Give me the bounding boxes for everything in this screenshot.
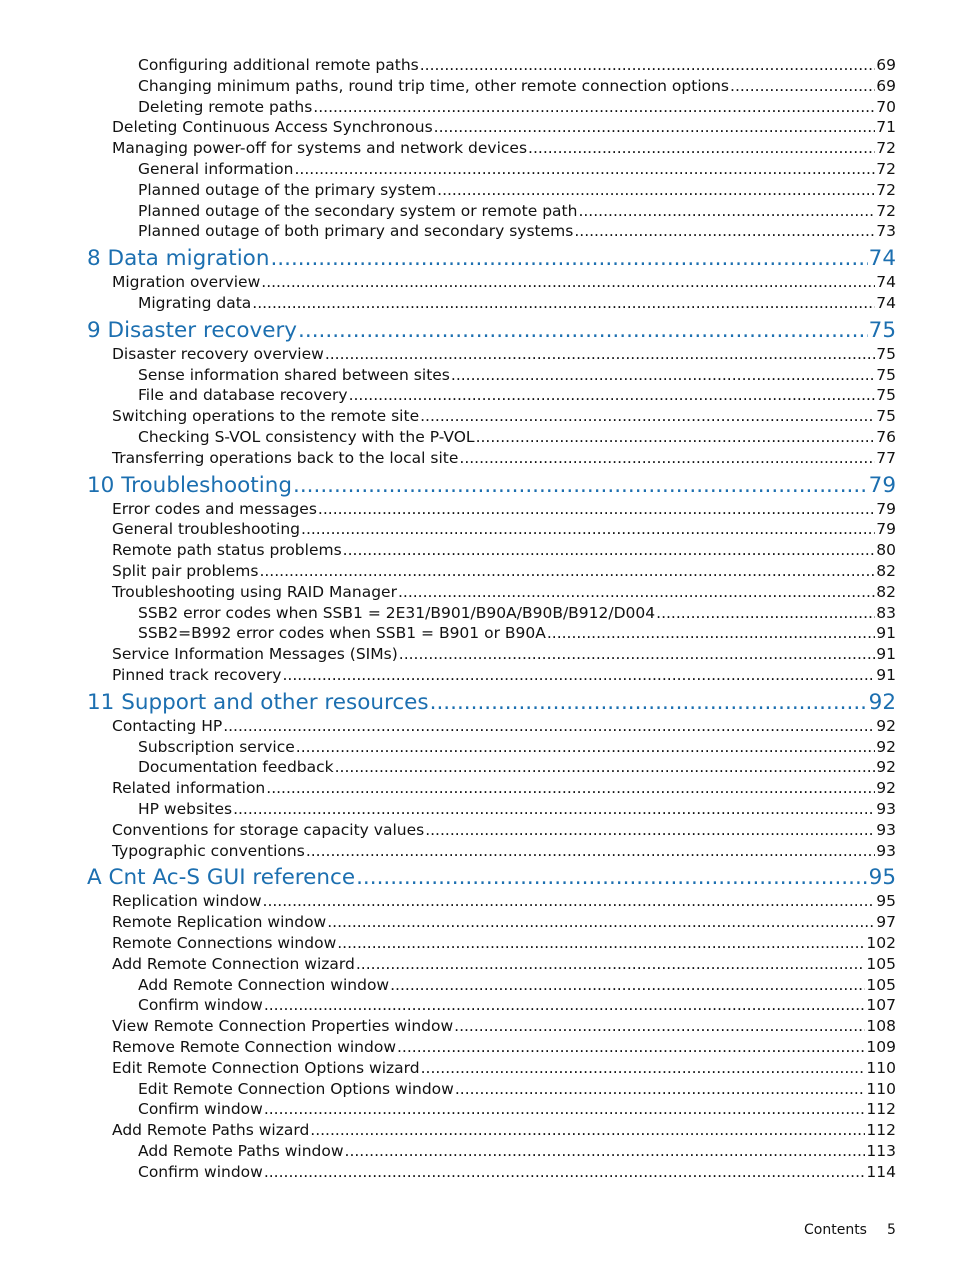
toc-entry[interactable] xyxy=(112,272,896,293)
toc-entry[interactable] xyxy=(112,912,896,933)
toc-entry[interactable] xyxy=(112,499,896,520)
dot-leader xyxy=(356,863,868,893)
toc-entry-page: 91 xyxy=(876,666,896,684)
dot-leader xyxy=(264,995,866,1016)
toc-entry-title: Pinned track recovery xyxy=(112,666,282,684)
dot-leader xyxy=(337,933,865,954)
toc-entry-page: 75 xyxy=(876,344,896,363)
toc-entry[interactable] xyxy=(112,891,896,912)
dot-leader xyxy=(425,820,875,841)
toc-chapter-entry[interactable] xyxy=(87,244,896,274)
toc-entry-page: 95 xyxy=(876,892,896,911)
toc-entry-title: Checking S-VOL consistency with the P-VOL xyxy=(138,428,475,446)
dot-leader xyxy=(270,244,867,274)
dot-leader xyxy=(547,623,875,644)
toc-entry[interactable] xyxy=(138,1141,896,1162)
toc-entry-title: Subscription service xyxy=(138,737,295,756)
toc-entry[interactable] xyxy=(112,448,896,469)
toc-entry-title: Deleting Continuous Access Synchronous xyxy=(112,118,433,137)
toc-entry-title: Managing power-off for systems and network devices xyxy=(112,139,528,158)
toc-entry[interactable] xyxy=(112,841,896,862)
dot-leader xyxy=(730,76,875,97)
toc-entry-title: Remote path status problems xyxy=(112,541,342,560)
toc-entry-title: Remote Connections window xyxy=(112,934,337,952)
toc-entry-title: Remote Replication window xyxy=(112,913,327,932)
dot-leader xyxy=(574,221,875,242)
dot-leader xyxy=(399,644,876,665)
dot-leader xyxy=(313,97,875,118)
toc-entry-page: 109 xyxy=(866,1038,896,1056)
toc-entry-page: 75 xyxy=(868,317,896,343)
toc-chapter-entry[interactable] xyxy=(87,863,896,893)
toc-entry-page: 74 xyxy=(876,273,896,292)
dot-leader xyxy=(335,757,876,778)
toc-entry-page: 69 xyxy=(876,56,896,74)
toc-entry[interactable] xyxy=(112,954,896,975)
toc-entry[interactable] xyxy=(138,365,896,386)
toc-entry-title: Planned outage of the primary system xyxy=(138,180,437,199)
toc-entry-title: 11 Support and other resources xyxy=(87,689,429,715)
toc-entry-title: Conventions for storage capacity values xyxy=(112,820,425,839)
toc-entry-title: Related information xyxy=(112,779,266,798)
toc-entry-title: 10 Troubleshooting xyxy=(87,472,292,498)
toc-entry-title: Disaster recovery overview xyxy=(112,344,324,363)
toc-entry-title: Configuring additional remote paths xyxy=(138,56,419,74)
toc-entry[interactable] xyxy=(138,799,896,820)
dot-leader xyxy=(476,427,876,448)
dot-leader xyxy=(318,499,875,520)
toc-entry[interactable] xyxy=(138,975,896,996)
toc-entry-title: File and database recovery xyxy=(138,386,348,405)
toc-entry[interactable] xyxy=(138,737,896,758)
toc-entry-page: 93 xyxy=(876,800,896,818)
toc-entry-page: 73 xyxy=(876,222,896,241)
toc-entry[interactable] xyxy=(138,427,896,448)
toc-entry-page: 102 xyxy=(866,934,896,952)
toc-entry-page: 110 xyxy=(866,1079,896,1098)
toc-entry-page: 105 xyxy=(866,954,896,973)
toc-entry-page: 108 xyxy=(866,1017,896,1036)
toc-entry-title: Edit Remote Connection Options wizard xyxy=(112,1058,420,1077)
dot-leader xyxy=(398,582,875,603)
toc-entry-page: 97 xyxy=(876,913,896,932)
toc-entry-page: 83 xyxy=(876,603,896,622)
toc-entry-page: 75 xyxy=(876,386,896,405)
toc-entry-page: 75 xyxy=(876,407,896,426)
toc-entry-title: Troubleshooting using RAID Manager xyxy=(112,582,397,601)
dot-leader xyxy=(325,344,875,365)
dot-leader xyxy=(349,385,876,406)
toc-entry[interactable] xyxy=(112,665,896,686)
toc-entry-page: 113 xyxy=(866,1142,896,1160)
toc-entry-page: 93 xyxy=(876,841,896,860)
toc-entry-page: 95 xyxy=(868,865,896,891)
toc-entry[interactable] xyxy=(112,540,896,561)
dot-leader xyxy=(656,603,875,624)
toc-entry-page: 72 xyxy=(876,201,896,220)
toc-entry[interactable] xyxy=(138,76,896,97)
toc-entry[interactable] xyxy=(112,519,896,540)
toc-entry-title: Documentation feedback xyxy=(138,758,334,777)
toc-entry-title: Add Remote Connection wizard xyxy=(112,954,355,973)
toc-entry[interactable] xyxy=(112,561,896,582)
toc-entry-title: SSB2 error codes when SSB1 = 2E31/B901/B90A/B90B/B912/D004 xyxy=(138,603,656,622)
footer-section-label: Contents xyxy=(804,1222,867,1238)
dot-leader xyxy=(293,471,868,501)
dot-leader xyxy=(451,365,875,386)
toc-entry-title: 9 Disaster recovery xyxy=(87,317,298,343)
toc-entry[interactable] xyxy=(138,159,896,180)
toc-chapter-entry[interactable] xyxy=(87,688,896,718)
toc-entry-page: 69 xyxy=(876,76,896,95)
dot-leader xyxy=(259,561,875,582)
toc-entry-title: View Remote Connection Properties window xyxy=(112,1017,454,1036)
dot-leader xyxy=(430,688,868,718)
toc-entry-title: HP websites xyxy=(138,800,233,818)
toc-entry[interactable] xyxy=(112,406,896,427)
toc-entry-title: Remove Remote Connection window xyxy=(112,1038,396,1056)
toc-entry[interactable] xyxy=(112,344,896,365)
dot-leader xyxy=(261,272,875,293)
toc-entry-page: 112 xyxy=(866,1121,896,1140)
toc-entry-title: Add Remote Paths window xyxy=(138,1142,344,1160)
dot-leader xyxy=(223,716,875,737)
toc-entry-page: 72 xyxy=(876,139,896,158)
dot-leader xyxy=(421,1058,866,1079)
toc-entry[interactable] xyxy=(138,293,896,314)
toc-entry-title: Sense information shared between sites xyxy=(138,365,450,384)
dot-leader xyxy=(455,1079,866,1100)
toc-entry-page: 92 xyxy=(876,716,896,735)
dot-leader xyxy=(420,55,876,76)
toc-entry-page: 72 xyxy=(876,160,896,178)
toc-entry-page: 110 xyxy=(866,1058,896,1077)
toc-entry-page: 74 xyxy=(868,246,896,272)
dot-leader xyxy=(296,737,876,758)
toc-entry-page: 91 xyxy=(876,624,896,643)
toc-entry-page: 82 xyxy=(876,582,896,601)
toc-entry[interactable] xyxy=(138,623,896,644)
toc-entry[interactable] xyxy=(138,757,896,778)
toc-entry-title: General information xyxy=(138,160,294,178)
toc-entry-page: 71 xyxy=(876,118,896,137)
toc-entry-title: A Cnt Ac-S GUI reference xyxy=(87,865,356,891)
toc-entry-title: Confirm window xyxy=(138,1162,263,1181)
toc-entry-page: 105 xyxy=(866,975,896,994)
toc-entry[interactable] xyxy=(112,582,896,603)
toc-entry[interactable] xyxy=(112,716,896,737)
dot-leader xyxy=(578,201,875,222)
toc-entry-page: 82 xyxy=(876,562,896,580)
toc-entry-page: 77 xyxy=(876,448,896,467)
dot-leader xyxy=(264,1099,866,1120)
toc-entry-title: Error codes and messages xyxy=(112,499,317,518)
toc-entry-title: Migration overview xyxy=(112,273,261,292)
dot-leader xyxy=(454,1016,865,1037)
toc-entry-title: Planned outage of the secondary system or remote path xyxy=(138,201,578,220)
toc-entry-page: 92 xyxy=(868,689,896,715)
dot-leader xyxy=(528,138,875,159)
toc-entry-page: 76 xyxy=(876,428,896,446)
toc-entry-title: Changing minimum paths, round trip time, other remote connection options xyxy=(138,76,730,95)
toc-entry-page: 92 xyxy=(876,758,896,777)
toc-entry-title: Switching operations to the remote site xyxy=(112,407,420,426)
toc-entry-page: 80 xyxy=(876,541,896,560)
dot-leader xyxy=(282,665,875,686)
toc-chapter-entry[interactable] xyxy=(87,471,896,501)
toc-entry-title: Edit Remote Connection Options window xyxy=(138,1079,454,1098)
dot-leader xyxy=(266,778,875,799)
toc-entry[interactable] xyxy=(138,221,896,242)
toc-entry[interactable] xyxy=(138,201,896,222)
toc-entry[interactable] xyxy=(138,180,896,201)
toc-entry-page: 114 xyxy=(866,1162,896,1181)
toc-entry-page: 92 xyxy=(876,779,896,798)
toc-entry-page: 75 xyxy=(876,365,896,384)
toc-entry-title: 8 Data migration xyxy=(87,246,270,272)
toc-entry-title: Confirm window xyxy=(138,1100,263,1119)
toc-entry-page: 70 xyxy=(876,97,896,116)
dot-leader xyxy=(301,519,875,540)
toc-entry-title: Confirm window xyxy=(138,996,263,1015)
dot-leader xyxy=(459,448,875,469)
toc-entry[interactable] xyxy=(112,933,896,954)
toc-entry[interactable] xyxy=(138,385,896,406)
toc-entry-title: Split pair problems xyxy=(112,562,259,580)
dot-leader xyxy=(343,540,876,561)
toc-entry-page: 91 xyxy=(876,645,896,664)
toc-entry-title: Typographic conventions xyxy=(112,841,305,860)
toc-entry-title: Deleting remote paths xyxy=(138,97,313,116)
dot-leader xyxy=(252,293,875,314)
toc-entry[interactable] xyxy=(138,97,896,118)
toc-entry[interactable] xyxy=(112,1016,896,1037)
toc-entry[interactable] xyxy=(112,1120,896,1141)
dot-leader xyxy=(345,1141,866,1162)
dot-leader xyxy=(434,117,876,138)
dot-leader xyxy=(306,841,875,862)
toc-entry[interactable] xyxy=(138,1079,896,1100)
toc-entry-title: Transferring operations back to the local site xyxy=(112,448,459,467)
dot-leader xyxy=(294,159,875,180)
toc-entry-title: Migrating data xyxy=(138,294,252,312)
toc-entry-title: Add Remote Paths wizard xyxy=(112,1121,310,1140)
toc-entry-page: 79 xyxy=(876,499,896,518)
dot-leader xyxy=(356,954,866,975)
dot-leader xyxy=(310,1120,865,1141)
footer-page-number: 5 xyxy=(887,1222,896,1238)
dot-leader xyxy=(327,912,875,933)
toc-entry[interactable] xyxy=(112,778,896,799)
toc-entry-page: 112 xyxy=(866,1100,896,1119)
toc-entry[interactable] xyxy=(138,995,896,1016)
toc-entry-page: 74 xyxy=(876,294,896,312)
dot-leader xyxy=(298,316,868,346)
toc-entry[interactable] xyxy=(112,138,896,159)
toc-entry[interactable] xyxy=(138,55,896,76)
toc-entry-page: 92 xyxy=(876,737,896,756)
dot-leader xyxy=(264,1162,866,1183)
toc-entry[interactable] xyxy=(112,644,896,665)
toc-entry[interactable] xyxy=(138,1099,896,1120)
dot-leader xyxy=(397,1037,865,1058)
toc-entry[interactable] xyxy=(112,1037,896,1058)
toc-entry[interactable] xyxy=(112,1058,896,1079)
toc-entry-page: 79 xyxy=(876,520,896,539)
toc-entry[interactable] xyxy=(138,603,896,624)
toc-entry-page: 79 xyxy=(868,472,896,498)
toc-entry-title: SSB2=B992 error codes when SSB1 = B901 or B90A xyxy=(138,624,546,643)
dot-leader xyxy=(390,975,865,996)
toc-entry[interactable] xyxy=(112,117,896,138)
toc-chapter-entry[interactable] xyxy=(87,316,896,346)
dot-leader xyxy=(233,799,875,820)
toc-entry-page: 72 xyxy=(876,180,896,199)
toc-entry-page: 107 xyxy=(866,996,896,1015)
toc-entry-title: Add Remote Connection window xyxy=(138,975,390,994)
toc-entry-title: Contacting HP xyxy=(112,716,223,735)
dot-leader xyxy=(437,180,875,201)
toc-entry-title: Replication window xyxy=(112,892,262,911)
toc-entry-title: Service Information Messages (SIMs) xyxy=(112,645,398,664)
toc-entry[interactable] xyxy=(112,820,896,841)
dot-leader xyxy=(420,406,875,427)
toc-entry-title: Planned outage of both primary and secondary systems xyxy=(138,222,574,241)
dot-leader xyxy=(263,891,876,912)
toc-entry[interactable] xyxy=(138,1162,896,1183)
toc-entry-page: 93 xyxy=(876,820,896,839)
toc-entry-title: General troubleshooting xyxy=(112,520,301,539)
